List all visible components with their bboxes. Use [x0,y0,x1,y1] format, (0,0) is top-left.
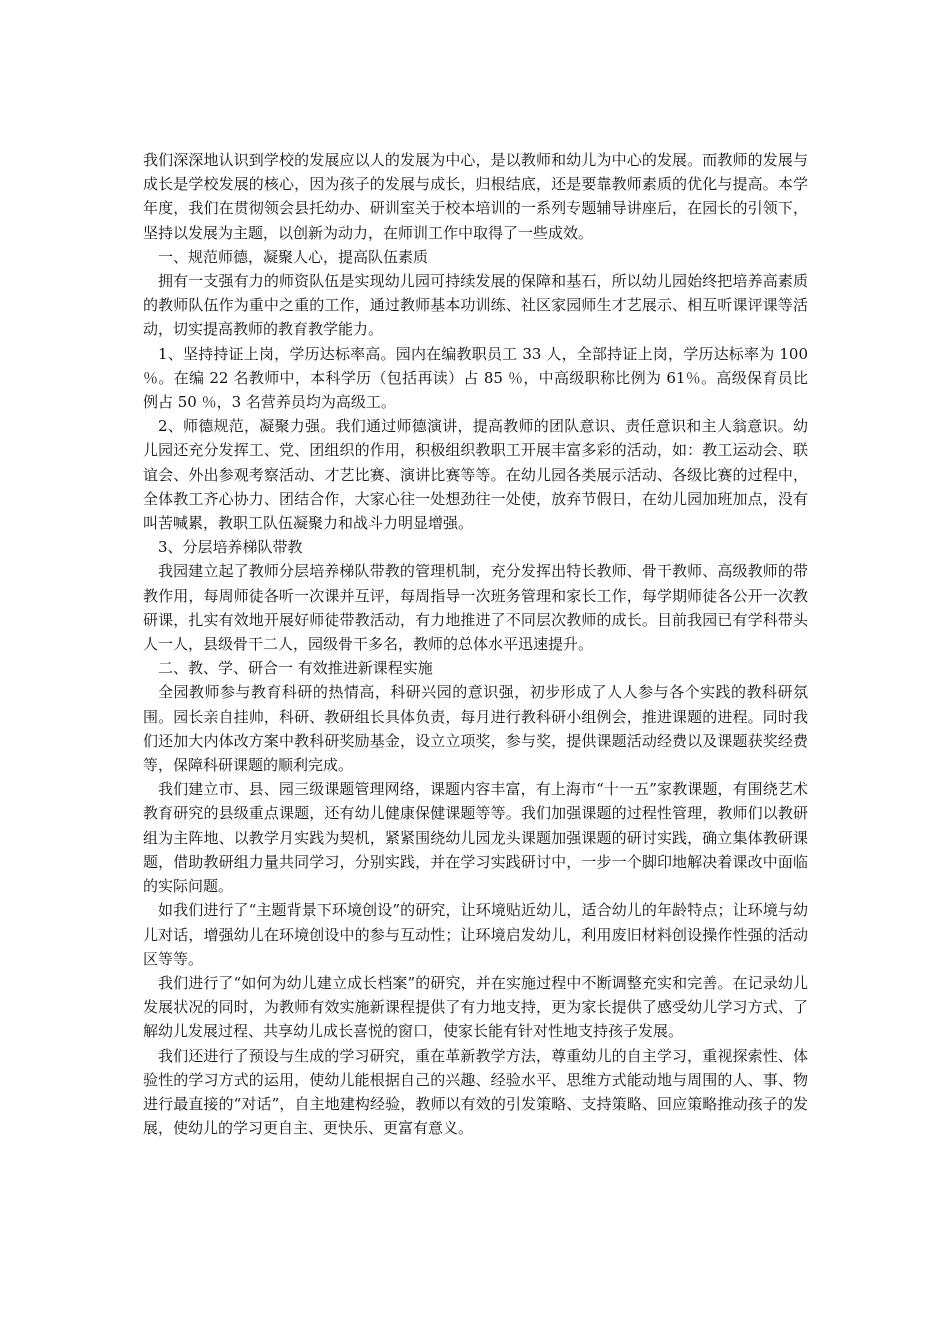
paragraph: 我们建立市、县、园三级课题管理网络，课题内容丰富，有上海市“十一五”家教课题，有围绕艺术教育研究的县级重点课题，还有幼儿健康保健课题等等。我们加强课题的过程性管理，教师们以教研组为主阵地、以教学月实践为契机，紧紧围绕幼儿园龙头课题加强课题的研讨实践，确立集体教研课题，借助教研组力量共同学习，分别实践，并在学习实践研讨中，一步一个脚印地解决着课改中面临的实际问题。 [143,780,808,896]
document-body [143,148,808,1140]
paragraph: 我们还进行了预设与生成的学习研究，重在革新教学方法，尊重幼儿的自主学习，重视探索性、体验性的学习方式的运用，使幼儿能根据自己的兴趣、经验水平、思维方式能动地与周围的人、事、物进行最直接的“对话”，自主地建构经验，教师以有效的引发策略、支持策略、回应策略推动孩子的发展，使幼儿的学习更自主、更快乐、更富有意义。 [143,1046,808,1138]
paragraph: 1、坚持持证上岗，学历达标率高。园内在编教职员工 33 人，全部持证上岗，学历达标率为 100 ％。在编 22 名教师中，本科学历（包括再读）占 85 ％，中高级职称比例为 61％。高级保育员比例占 50 ％，3 名营养员均为高级工。 [143,344,808,412]
section-heading-1: 一、规范师德，凝聚人心，提高队伍素质 [158,247,429,266]
paragraph: 我们进行了“如何为幼儿建立成长档案”的研究，并在实施过程中不断调整充实和完善。在记录幼儿发展状况的同时，为教师有效实施新课程提供了有力地支持，更为家长提供了感受幼儿学习方式、了解幼儿发展过程、共享幼儿成长喜悦的窗口，使家长能有针对性地支持孩子发展。 [143,973,808,1041]
paragraph: 我园建立起了教师分层培养梯队带教的管理机制，充分发挥出特长教师、骨干教师、高级教师的带教作用，每周师徒各听一次课并互评，每周指导一次班务管理和家长工作，每学期师徒各公开一次教研课，扎实有效地开展好师徒带教活动，有力地推进了不同层次教师的成长。目前我园已有学科带头人一人，县级骨干二人，园级骨干多名，教师的总体水平迅速提升。 [143,562,808,654]
paragraph: 全园教师参与教育科研的热情高，科研兴园的意识强，初步形成了人人参与各个实践的教科研氛围。园长亲自挂帅，科研、教研组长具体负责，每月进行教科研小组例会，推进课题的进程。同时我们还加大内体改方案中教科研奖励基金，设立立项奖，参与奖，提供课题活动经费以及课题获奖经费等，保障科研课题的顺利完成。 [143,683,808,775]
paragraph: 拥有一支强有力的师资队伍是实现幼儿园可持续发展的保障和基石，所以幼儿园始终把培养高素质的教师队伍作为重中之重的工作，通过教师基本功训练、社区家园师生才艺展示、相互听课评课等活动，切实提高教师的教育教学能力。 [143,272,808,339]
paragraph: 如我们进行了“主题背景下环境创设”的研究，让环境贴近幼儿，适合幼儿的年龄特点；让环境与幼儿对话，增强幼儿在环境创设中的参与互动性；让环境启发幼儿，利用废旧材料创设操作性强的活动区等等。 [143,901,808,968]
paragraph: 2、师德规范，凝聚力强。我们通过师德演讲，提高教师的团队意识、责任意识和主人翁意识。幼儿园还充分发挥工、党、团组织的作用，积极组织教职工开展丰富多彩的活动，如：教工运动会、联谊会、外出参观考察活动、才艺比赛、演讲比赛等等。在幼儿园各类展示活动、各级比赛的过程中，全体教工齐心协力、团结合作，大家心往一处想劲往一处使，放弃节假日，在幼儿园加班加点，没有叫苦喊累，教职工队伍凝聚力和战斗力明显增强。 [143,417,808,533]
section-heading-2: 二、教、学、研合一 有效推进新课程实施 [158,659,433,678]
subsection-heading-3: 3、分层培养梯队带教 [158,538,303,557]
intro-paragraph: 我们深深地认识到学校的发展应以人的发展为中心，是以教师和幼儿为中心的发展。而教师的发展与成长是学校发展的核心，因为孩子的发展与成长，归根结底，还是要靠教师素质的优化与提高。本学年度，我们在贯彻领会县托幼办、研训室关于校本培训的一系列专题辅导讲座后，在园长的引领下，坚持以发展为主题，以创新为动力，在师训工作中取得了一些成效。 [143,151,808,242]
